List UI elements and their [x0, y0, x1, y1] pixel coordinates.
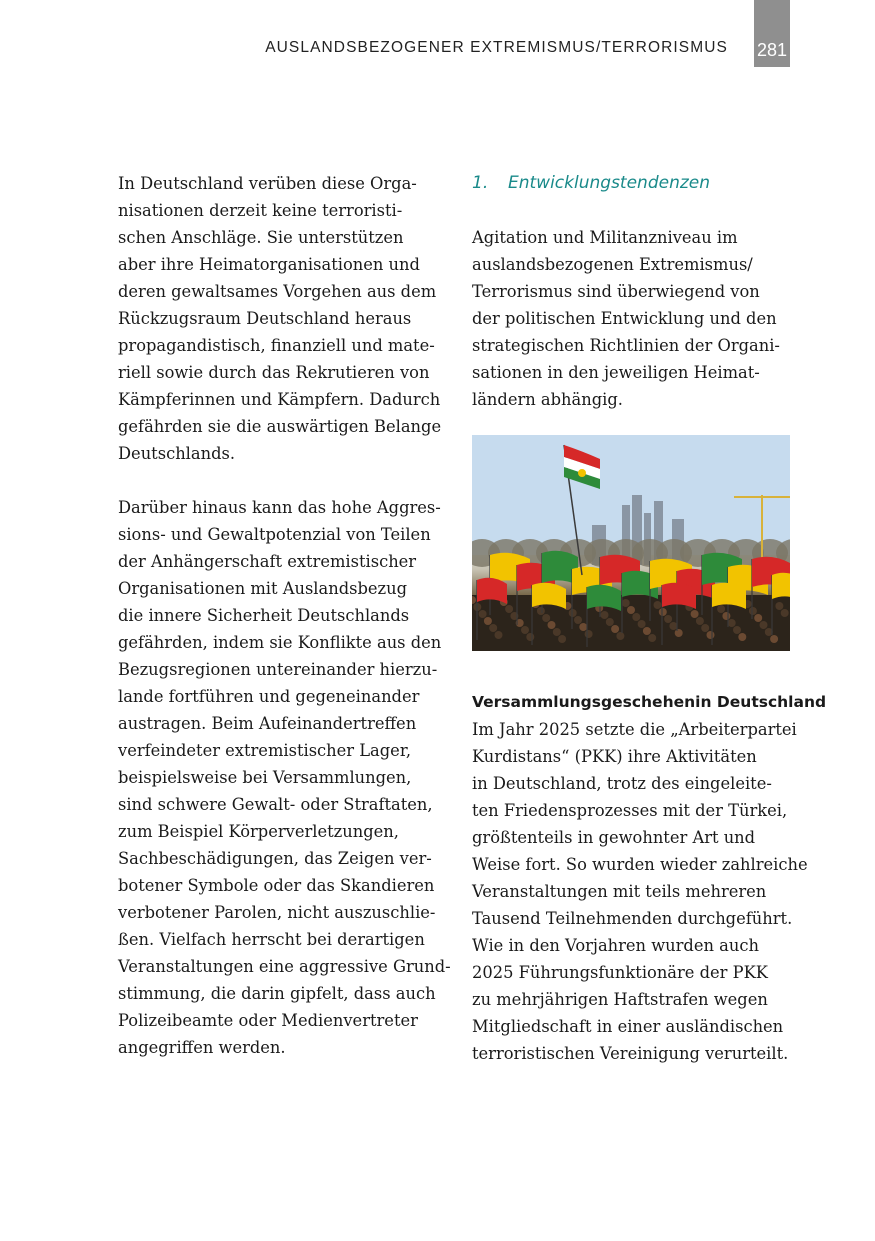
photo-crowd-head: [616, 632, 624, 640]
text-line: Im Jahr 2025 setzte die „Arbeiterpartei: [472, 720, 797, 739]
text-line: zu mehrjährigen Haftstrafen wegen: [472, 990, 768, 1009]
photo-crowd-head: [632, 613, 640, 621]
text-line: 2025 Führungsfunktionäre der PKK: [472, 963, 768, 982]
text-line: gefährden sie die auswärtigen Belange: [118, 417, 442, 436]
photo-crowd-head: [654, 601, 662, 609]
text-line: ländern abhängig.: [472, 390, 623, 409]
photo-crowd-head: [659, 608, 667, 616]
text-line: Kurdistans“ (PKK) ihre Aktivitäten: [472, 747, 757, 766]
text-line: Polizeibeamte oder Medienvertreter: [118, 1011, 418, 1030]
left-paragraph-2: [118, 494, 451, 1061]
photo-crowd-head: [701, 624, 709, 632]
photo-crowd-head: [495, 631, 503, 639]
photo-crowd-head: [579, 623, 587, 631]
text-line: Organisationen mit Auslandsbezug: [118, 579, 408, 598]
text-line: Bezugsregionen untereinander hierzu-: [118, 660, 438, 679]
photo-crowd-head: [574, 616, 582, 624]
text-line: ßen. Vielfach herrscht bei derartigen: [118, 930, 425, 949]
photo-crowd-head: [707, 631, 715, 639]
text-line: Deutschlands.: [118, 444, 236, 463]
text-line: stimmung, die darin gipfelt, dass auch: [118, 984, 436, 1003]
photo-crowd-head: [643, 627, 651, 635]
photo-crowd-head: [754, 614, 762, 622]
text-line: der Anhängerschaft extremistischer: [118, 552, 417, 571]
demonstration-photo: [472, 435, 790, 651]
text-line: Wie in den Vorjahren wurden auch: [472, 936, 759, 955]
text-line: austragen. Beim Aufeinandertreffen: [118, 714, 417, 733]
photo-crowd-head: [548, 621, 556, 629]
text-line: Veranstaltungen mit teils mehreren: [472, 882, 767, 901]
text-line: Sachbeschädigungen, das Zeigen ver-: [118, 849, 432, 868]
photo-crowd-head: [696, 617, 704, 625]
text-line: sions- und Gewaltpotenzial von Teilen: [118, 525, 431, 544]
text-line: botener Symbole oder das Skandieren: [118, 876, 435, 895]
text-line: auslandsbezogenen Extremismus/: [472, 255, 753, 274]
photo-crowd-head: [558, 635, 566, 643]
text-line: In Deutschland verüben diese Orga-: [118, 174, 417, 193]
text-line: schen Anschläge. Sie unterstützen: [118, 228, 404, 247]
photo-crowd-head: [537, 607, 545, 615]
photo-crowd-head: [760, 621, 768, 629]
text-line: strategischen Richtlinien der Organi-: [472, 336, 780, 355]
text-line: in Deutschland, trotz des eingeleite-: [472, 774, 772, 793]
text-line: gefährden, indem sie Konflikte aus den: [118, 633, 442, 652]
photo-crowd-head: [553, 628, 561, 636]
section-heading: [472, 170, 790, 197]
text-line: angegriffen werden.: [118, 1038, 286, 1057]
crowd-flags-illustration: [472, 435, 790, 651]
photo-crowd-head: [585, 630, 593, 638]
text-line: Tausend Teilnehmenden durchgeführt.: [472, 909, 793, 928]
text-line: verbotener Parolen, nicht auszuschlie-: [118, 903, 436, 922]
text-line: terroristischen Vereinigung verurteilt.: [472, 1044, 789, 1063]
photo-crowd-head: [542, 614, 550, 622]
text-line: beispielsweise bei Versammlungen,: [118, 768, 412, 787]
subheading: [472, 689, 827, 716]
section-number: 1.: [472, 173, 489, 193]
photo-crowd-head: [770, 635, 778, 643]
text-line: Rückzugsraum Deutschland heraus: [118, 309, 412, 328]
text-line: Mitgliedschaft in einer ausländischen: [472, 1017, 784, 1036]
photo-crowd-head: [611, 625, 619, 633]
text-line: zum Beispiel Körperverletzungen,: [118, 822, 399, 841]
photo-crowd-head: [606, 618, 614, 626]
photo-crowd-head: [521, 626, 529, 634]
left-column: [118, 170, 451, 1061]
text-line: nisationen derzeit keine terroristi-: [118, 201, 403, 220]
photo-crowd-head: [738, 633, 746, 641]
photo-crowd-head: [622, 599, 630, 607]
right-column: [472, 170, 827, 1067]
text-line: Agitation und Militanzniveau im: [472, 228, 738, 247]
photo-crowd-head: [775, 602, 783, 610]
text-line: verfeindeter extremistischer Lager,: [118, 741, 411, 760]
page-number-tab: [754, 0, 790, 67]
section-title: Entwicklungstendenzen: [508, 173, 710, 193]
text-line: Weise fort. So wurden wieder zahlreiche: [472, 855, 808, 874]
photo-crowd-head: [479, 610, 487, 618]
photo-crowd-head: [648, 634, 656, 642]
text-line: Kämpferinnen und Kämpfern. Dadurch: [118, 390, 441, 409]
text-line: der politischen Entwicklung und den: [472, 309, 777, 328]
photo-crowd-head: [526, 633, 534, 641]
text-line: Veranstaltungen eine aggressive Grund-: [118, 957, 451, 976]
text-line: sationen in den jeweiligen Heimat-: [472, 363, 760, 382]
photo-crowd-head: [781, 609, 789, 617]
tricolour-flag-sun: [578, 469, 586, 477]
page-number: 281: [756, 40, 788, 60]
photo-crowd-head: [638, 620, 646, 628]
photo-crowd-head: [601, 611, 609, 619]
photo-sky: [472, 435, 790, 555]
photo-crowd-head: [484, 617, 492, 625]
body-paragraph: [472, 716, 808, 1067]
photo-crowd-head: [489, 624, 497, 632]
photo-crowd-head: [569, 609, 577, 617]
text-line: lande fortführen und gegeneinander: [118, 687, 420, 706]
text-line: größtenteils in gewohnter Art und: [472, 828, 756, 847]
left-paragraph-1: [118, 170, 442, 467]
running-header-title: AUSLANDSBEZOGENER EXTREMISMUS/TERRORISMUS: [265, 39, 728, 56]
photo-crowd-head: [733, 626, 741, 634]
photo-crowd-head: [627, 606, 635, 614]
photo-crowd-head: [749, 607, 757, 615]
photo-crowd-head: [722, 612, 730, 620]
photo-crowd-head: [664, 615, 672, 623]
text-line: aber ihre Heimatorganisationen und: [118, 255, 420, 274]
text-line: die innere Sicherheit Deutschlands: [118, 606, 410, 625]
photo-crowd-head: [675, 629, 683, 637]
text-line: propagandistisch, finanziell und mate-: [118, 336, 435, 355]
photo-crowd-head: [717, 605, 725, 613]
subheading-line: in Deutschland: [695, 693, 827, 711]
intro-paragraph: [472, 224, 790, 413]
photo-crowd-head: [691, 610, 699, 618]
subheading-line: Versammlungsgeschehen: [472, 693, 696, 711]
photo-crowd-head: [505, 605, 513, 613]
text-line: Darüber hinaus kann das hohe Aggres-: [118, 498, 441, 517]
photo-crowd-head: [728, 619, 736, 627]
photo-crowd-head: [669, 622, 677, 630]
text-line: riell sowie durch das Rekrutieren von: [118, 363, 430, 382]
text-line: sind schwere Gewalt- oder Straftaten,: [118, 795, 433, 814]
text-line: Terrorismus sind überwiegend von: [472, 282, 760, 301]
text-line: ten Friedensprozesses mit der Türkei,: [472, 801, 788, 820]
text-line: deren gewaltsames Vorgehen aus dem: [118, 282, 437, 301]
